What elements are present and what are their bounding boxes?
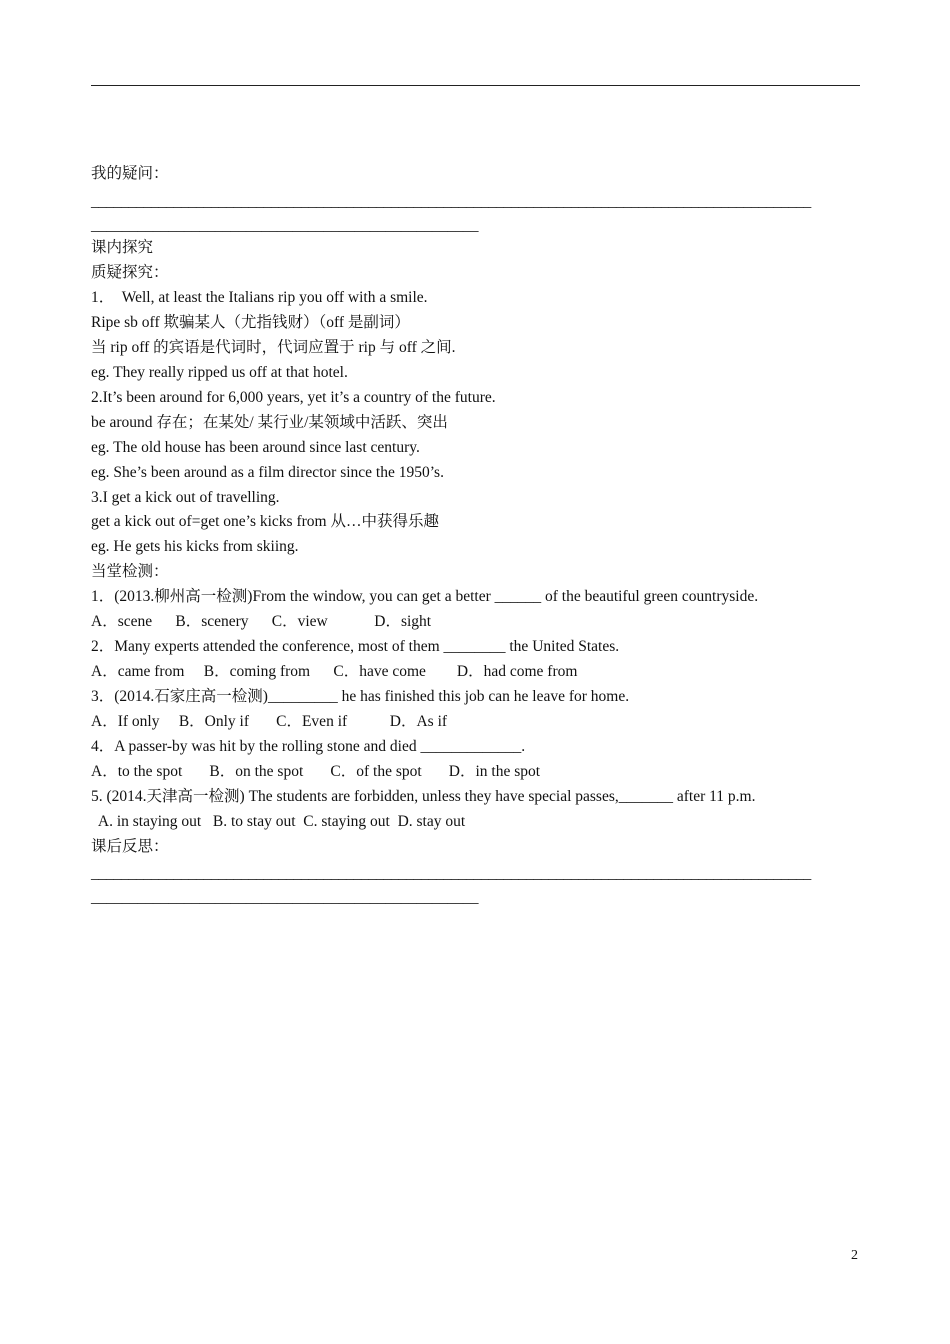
- phrase-meaning: get a kick out of=get one’s kicks from 从…中获得乐趣: [91, 513, 439, 530]
- question-options: A．If only B．Only if C．Even if D．As if: [91, 713, 448, 730]
- answer-blank-line: __________________________________________________: [91, 889, 479, 906]
- question-text: 5. (2014.天津高一检测) The students are forbidden, unless they have special passes,_______ after 11 p.m.: [91, 788, 756, 805]
- header-rule: [91, 85, 860, 86]
- question-text: 2．Many experts attended the conference, most of them ________ the United States.: [91, 638, 620, 655]
- answer-blank-line: ________________________________________________________________________________________________: [91, 193, 811, 210]
- section-reflection-heading: 课后反思：: [91, 838, 169, 855]
- section-test-heading: 当堂检测：: [91, 563, 169, 580]
- phrase-meaning: Ripe sb off 欺骗某人（尤指钱财）（off 是副词）: [91, 314, 410, 331]
- section-doubts-heading: 我的疑问：: [91, 165, 169, 182]
- question-options: A．came from B．coming from C．have come D．had come from: [91, 663, 578, 680]
- phrase-meaning: be around 存在；在某处/ 某行业/某领域中活跃、突出: [91, 414, 448, 431]
- answer-blank-line: __________________________________________________: [91, 217, 479, 234]
- phrase-sentence: 3.I get a kick out of travelling.: [91, 489, 280, 506]
- question-options: A．scene B．scenery C．view D．sight: [91, 613, 432, 630]
- question-options: A．to the spot B．on the spot C．of the spot D．in the spot: [91, 763, 541, 780]
- section-question-heading: 质疑探究：: [91, 264, 169, 281]
- phrase-example: eg. They really ripped us off at that hotel.: [91, 364, 348, 381]
- phrase-example: eg. He gets his kicks from skiing.: [91, 538, 299, 555]
- question-text: 4．A passer-by was hit by the rolling stone and died _____________.: [91, 738, 526, 755]
- phrase-example: eg. She’s been around as a film director since the 1950’s.: [91, 464, 444, 481]
- section-class-heading: 课内探究: [91, 239, 154, 256]
- phrase-note: 当 rip off 的宾语是代词时，代词应置于 rip 与 off 之间.: [91, 339, 456, 356]
- question-options: A. in staying out B. to stay out C. staying out D. stay out: [91, 813, 466, 830]
- question-text: 3．(2014.石家庄高一检测)_________ he has finished this job can he leave for home.: [91, 688, 630, 705]
- phrase-sentence: 1． Well, at least the Italians rip you off with a smile.: [91, 289, 428, 306]
- phrase-example: eg. The old house has been around since last century.: [91, 439, 420, 456]
- page-number: 2: [851, 1248, 858, 1263]
- answer-blank-line: ________________________________________________________________________________________________: [91, 865, 811, 882]
- question-text: 1．(2013.柳州高一检测)From the window, you can get a better ______ of the beautiful green countryside.: [91, 588, 759, 605]
- phrase-sentence: 2.It’s been around for 6,000 years, yet it’s a country of the future.: [91, 389, 496, 406]
